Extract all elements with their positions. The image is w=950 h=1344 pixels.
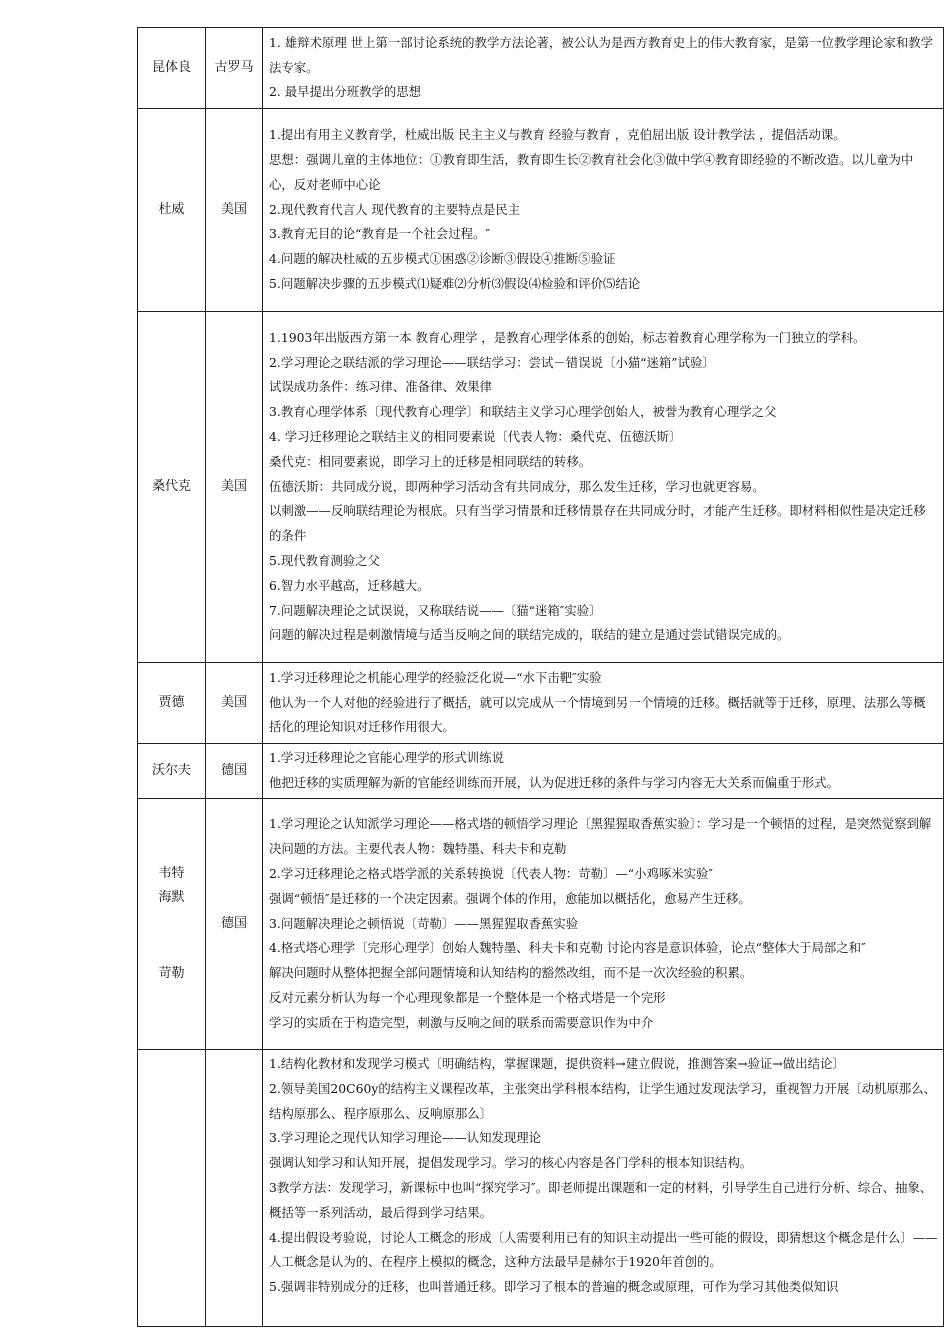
contribution-line: 2.领导美国20C60y的结构主义课程改革，主张突出学科根本结构，让学生通过发现法学习，重视智力开展〔动机原那么、结构原那么、程序原那么、反响原那么〕 <box>269 1080 936 1121</box>
contribution-line: 2.现代教育代言人 现代教育的主要特点是民主 <box>269 201 521 217</box>
contribution-line: 3.问题解决理论之顿悟说〔苛勒〕——黑猩猩取香蕉实验 <box>269 915 579 931</box>
educators-table <box>137 27 944 1327</box>
educator-name: 杜威 <box>138 109 206 312</box>
contribution-line: 强调“顿悟″是迁移的一个决定因素。强调个体的作用，愈能加以概括化，愈易产生迁移。 <box>269 890 751 906</box>
educator-contributions <box>263 1050 944 1327</box>
educator-country: 德国 <box>206 744 263 799</box>
contribution-line: 2.学习理论之联结派的学习理论——联结学习：尝试－错误说〔小猫“迷箱”试验〕 <box>269 354 715 370</box>
educator-country <box>206 1050 263 1327</box>
educator-contributions <box>263 28 944 109</box>
educator-name: 海默 <box>158 890 185 905</box>
educator-name: 贾德 <box>138 663 206 744</box>
contribution-line: 4.格式塔心理学〔完形心理学〕创始人魏特墨、科夫卡和克勒 讨论内容是意识体验，论点“整体大于局部之和″ <box>269 940 866 956</box>
contribution-line: 1. 雄辩术原理 世上第一部讨论系统的教学方法论著，被公认为是西方教育史上的伟大教育家，是第一位教学理论家和教学法专家。 <box>269 34 934 75</box>
contribution-line: 3.学习理论之现代认知学习理论——认知发现理论 <box>269 1130 542 1146</box>
educator-contributions <box>263 663 944 744</box>
contribution-line: 3教学方法：发现学习，新课标中也叫“探究学习″。即老师提出课题和一定的材料，引导学生自己进行分析、综合、抽象、概括等一系列活动，最后得到学习结果。 <box>269 1179 933 1220</box>
table-row <box>138 663 944 744</box>
table-row <box>138 109 944 312</box>
educator-country: 德国 <box>206 799 263 1050</box>
educator-name: 沃尔夫 <box>138 744 206 799</box>
contribution-line: 思想：强调儿童的主体地位：①教育即生活，教育即生长②教育社会化③做中学④教育即经验的不断改造。以儿童为中心，反对老师中心论 <box>269 152 914 192</box>
table-row <box>138 1050 944 1327</box>
contribution-line: 以刺激——反响联结理论为根底。只有当学习情景和迁移情景存在共同成分时，才能产生迁移。即材料相似性是决定迁移的条件 <box>269 503 926 544</box>
educator-contributions <box>263 744 944 799</box>
educator-name <box>138 1050 206 1327</box>
contribution-line: 7.问题解决理论之试误说，又称联结说——〔猫“迷箱″实验〕 <box>269 602 602 618</box>
educator-name: 苛勒 <box>158 966 185 981</box>
educator-country: 美国 <box>206 663 263 744</box>
contribution-line: 伍德沃斯：共同成分说，即两种学习活动含有共同成分，那么发生迁移，学习也就更容易。 <box>269 478 765 494</box>
educator-country: 美国 <box>206 312 263 663</box>
educator-name: 桑代克 <box>138 312 206 663</box>
contribution-line: 3.教育无目的论“教育是一个社会过程。″ <box>269 226 491 242</box>
contribution-line: 桑代克：相同要素说，即学习上的迁移是相同联结的转移。 <box>269 453 592 469</box>
contribution-line: 2. 最早提出分班教学的思想 <box>269 84 422 100</box>
contribution-line: 1.1903年出版西方第一本 教育心理学 ，是教育心理学体系的创始，标志着教育心理学称为一门独立的学科。 <box>269 329 866 345</box>
contribution-line: 5.强调非特别成分的迁移，也叫普通迁移。即学习了根本的普遍的概念或原理，可作为学习其他类似知识 <box>269 1279 839 1295</box>
contribution-line: 强调认知学习和认知开展，提倡发现学习。学习的核心内容是各门学科的根本知识结构。 <box>269 1155 753 1171</box>
contribution-line: 1.学习迁移理论之机能心理学的经验泛化说—“水下击靶″实验 <box>269 669 602 685</box>
educator-names <box>138 799 206 1050</box>
contribution-line: 他认为一个人对他的经验进行了概括，就可以完成从一个情境到另一个情境的迁移。概括就等于迁移，原理、法那么等概括化的理论知识对迁移作用很大。 <box>269 694 926 735</box>
contribution-line: 6.智力水平越高，迁移越大。 <box>269 577 430 593</box>
educator-name: 昆体良 <box>138 28 206 109</box>
contribution-line: 1.结构化教材和发现学习模式〔明确结构，掌握课题，提供资料→建立假说，推测答案→验证→做出结论〕 <box>269 1056 845 1071</box>
contribution-line: 反对元素分析认为每一个心理现象都是一个整体是一个格式塔是一个完形 <box>269 989 666 1005</box>
contribution-line: 试误成功条件：练习律、准备律、效果律 <box>269 379 493 395</box>
contribution-line: 2.学习迁移理论之格式塔学派的关系转换说〔代表人物：苛勒〕—“小鸡啄米实验″ <box>269 866 714 881</box>
contribution-line: 他把迁移的实质理解为新的官能经训练而开展，认为促进迁移的条件与学习内容无大关系而偏重于形式。 <box>269 775 839 790</box>
contribution-line: 4.提出假设考验说，讨论人工概念的形成〔人需要利用已有的知识主动提出一些可能的假设，即猜想这个概念是什么〕——人工概念是认为的、在程序上模拟的概念，这种方法最早是赫尔于1920年首创的。 <box>269 1229 938 1270</box>
contribution-line: 4.问题的解决杜威的五步模式①困惑②诊断③假设④推断⑤验证 <box>269 251 616 267</box>
spacer <box>138 910 205 962</box>
contribution-line: 学习的实质在于构造完型，刺激与反响之间的联系而需要意识作为中介 <box>269 1014 654 1030</box>
contribution-line: 1.学习理论之认知派学习理论——格式塔的顿悟学习理论〔黑猩猩取香蕉实验〕：学习是一个顿悟的过程，是突然觉察到解决问题的方法。主要代表人物：魏特墨、科夫卡和克勒 <box>269 816 932 857</box>
contribution-line: 4. 学习迁移理论之联结主义的相同要素说〔代表人物：桑代克、伍德沃斯〕 <box>269 429 682 444</box>
table-row <box>138 312 944 663</box>
contribution-line: 1.提出有用主义教育学，杜威出版 民主主义与教育 经验与教育 ，克伯屈出版 设计教学法 ，提倡活动课。 <box>269 127 846 143</box>
educator-country: 古罗马 <box>206 28 263 109</box>
table-row <box>138 744 944 799</box>
contribution-line: 解决问题时从整体把握全部问题情境和认知结构的豁然改组，而不是一次次经验的积累。 <box>269 965 753 981</box>
educators-table-page <box>137 27 944 1327</box>
educator-contributions <box>263 799 944 1050</box>
contribution-line: 问题的解决过程是刺激情境与适当反响之间的联结完成的，联结的建立是通过尝试错误完成的。 <box>269 627 790 643</box>
table-row <box>138 28 944 109</box>
educator-contributions <box>263 312 944 663</box>
contribution-line: 1.学习迁移理论之官能心理学的形式训练说 <box>269 750 504 766</box>
contribution-line: 5.问题解决步骤的五步模式⑴疑难⑵分析⑶假设⑷检验和评价⑸结论 <box>269 275 641 291</box>
educator-name: 韦特 <box>158 866 185 881</box>
educator-contributions <box>263 109 944 312</box>
table-row <box>138 799 944 1050</box>
contribution-line: 5.现代教育测验之父 <box>269 552 380 568</box>
contribution-line: 3.教育心理学体系〔现代教育心理学〕和联结主义学习心理学创始人，被誉为教育心理学之父 <box>269 404 777 420</box>
educator-country: 美国 <box>206 109 263 312</box>
